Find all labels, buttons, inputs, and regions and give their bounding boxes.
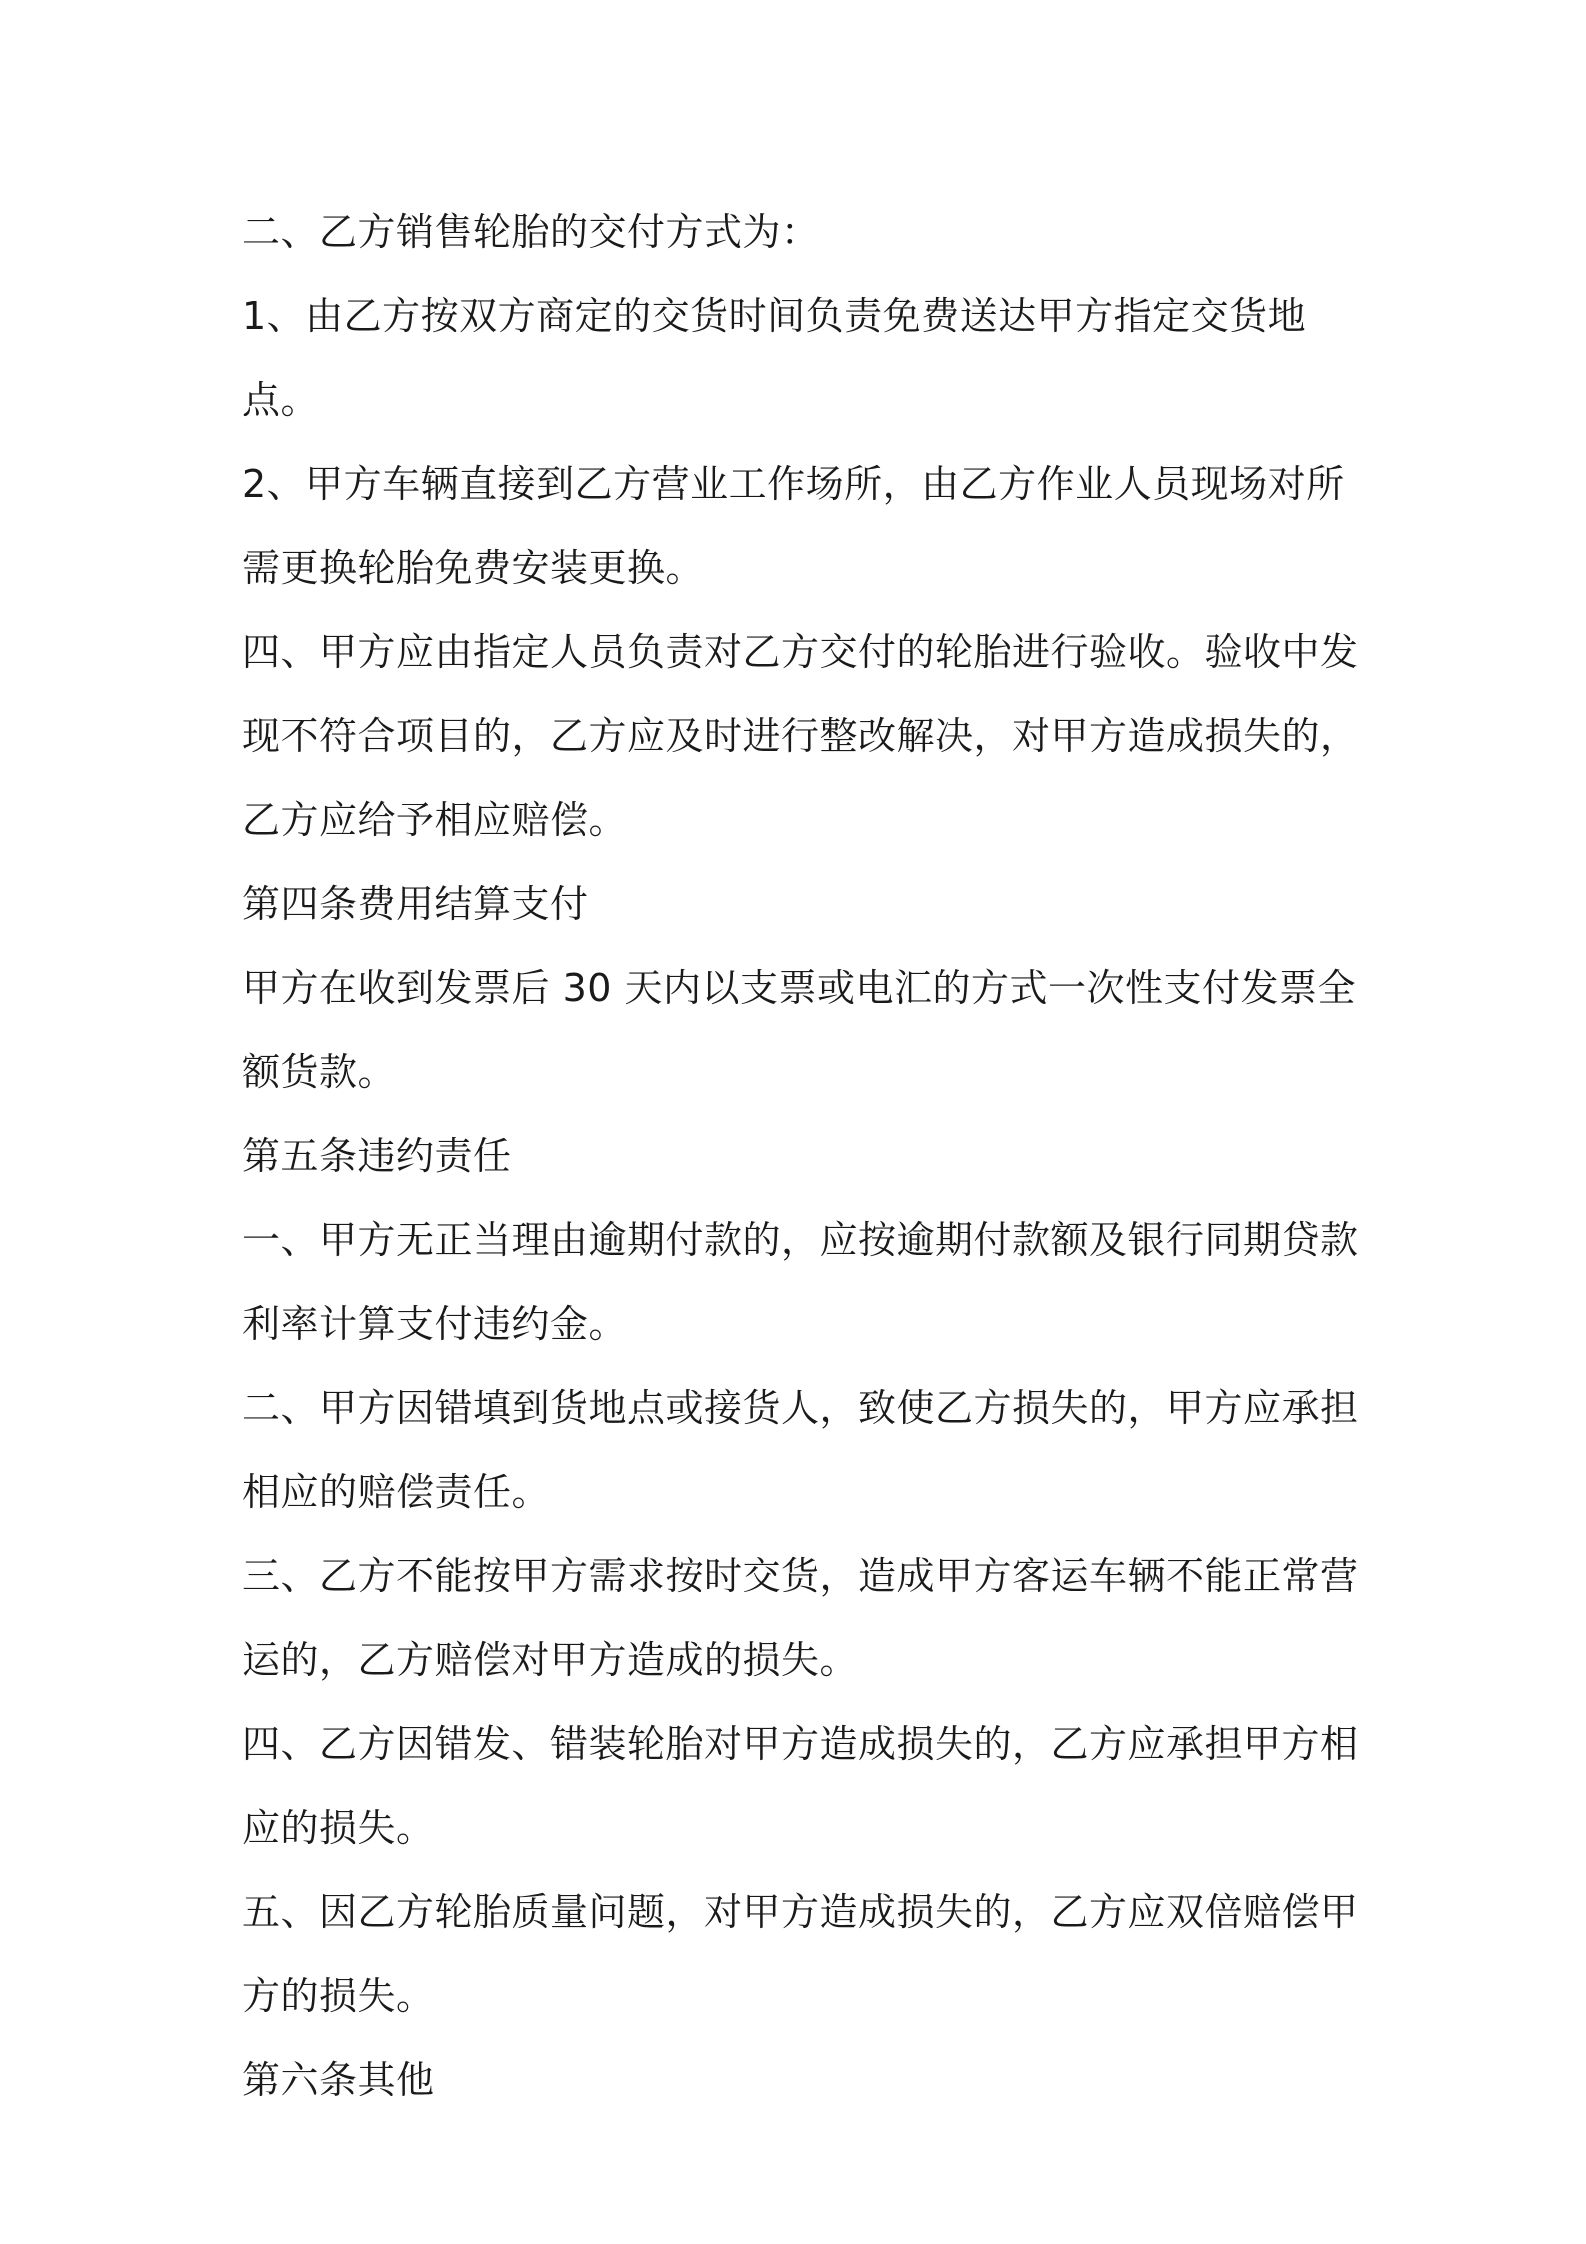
paragraph-delivery-item-2: 2、甲方车辆直接到乙方营业工作场所，由乙方作业人员现场对所需更换轮胎免费安装更换。 xyxy=(242,462,1345,590)
paragraph-inspection: 四、甲方应由指定人员负责对乙方交付的轮胎进行验收。验收中发现不符合项目的，乙方应及时进行整改解决，对甲方造成损失的，乙方应给予相应赔偿。 xyxy=(242,630,1359,842)
article-4-heading: 第四条费用结算支付 xyxy=(242,882,589,926)
paragraph-liability-5: 五、因乙方轮胎质量问题，对甲方造成损失的，乙方应双倍赔偿甲方的损失。 xyxy=(242,1890,1359,2018)
paragraph-liability-3: 三、乙方不能按甲方需求按时交货，造成甲方客运车辆不能正常营运的，乙方赔偿对甲方造成的损失。 xyxy=(242,1554,1359,1682)
article-6-heading: 第六条其他 xyxy=(242,2058,435,2102)
paragraph-delivery-method-heading: 二、乙方销售轮胎的交付方式为： xyxy=(242,210,820,254)
paragraph-payment: 甲方在收到发票后 30 天内以支票或电汇的方式一次性支付发票全额货款。 xyxy=(242,966,1357,1094)
paragraph-liability-1: 一、甲方无正当理由逾期付款的，应按逾期付款额及银行同期贷款利率计算支付违约金。 xyxy=(242,1218,1359,1346)
article-5-heading: 第五条违约责任 xyxy=(242,1134,512,1178)
document-body xyxy=(242,190,1362,2122)
paragraph-liability-2: 二、甲方因错填到货地点或接货人，致使乙方损失的，甲方应承担相应的赔偿责任。 xyxy=(242,1386,1359,1514)
paragraph-delivery-item-1: 1、由乙方按双方商定的交货时间负责免费送达甲方指定交货地点。 xyxy=(242,294,1307,422)
paragraph-liability-4: 四、乙方因错发、错装轮胎对甲方造成损失的，乙方应承担甲方相应的损失。 xyxy=(242,1722,1359,1850)
